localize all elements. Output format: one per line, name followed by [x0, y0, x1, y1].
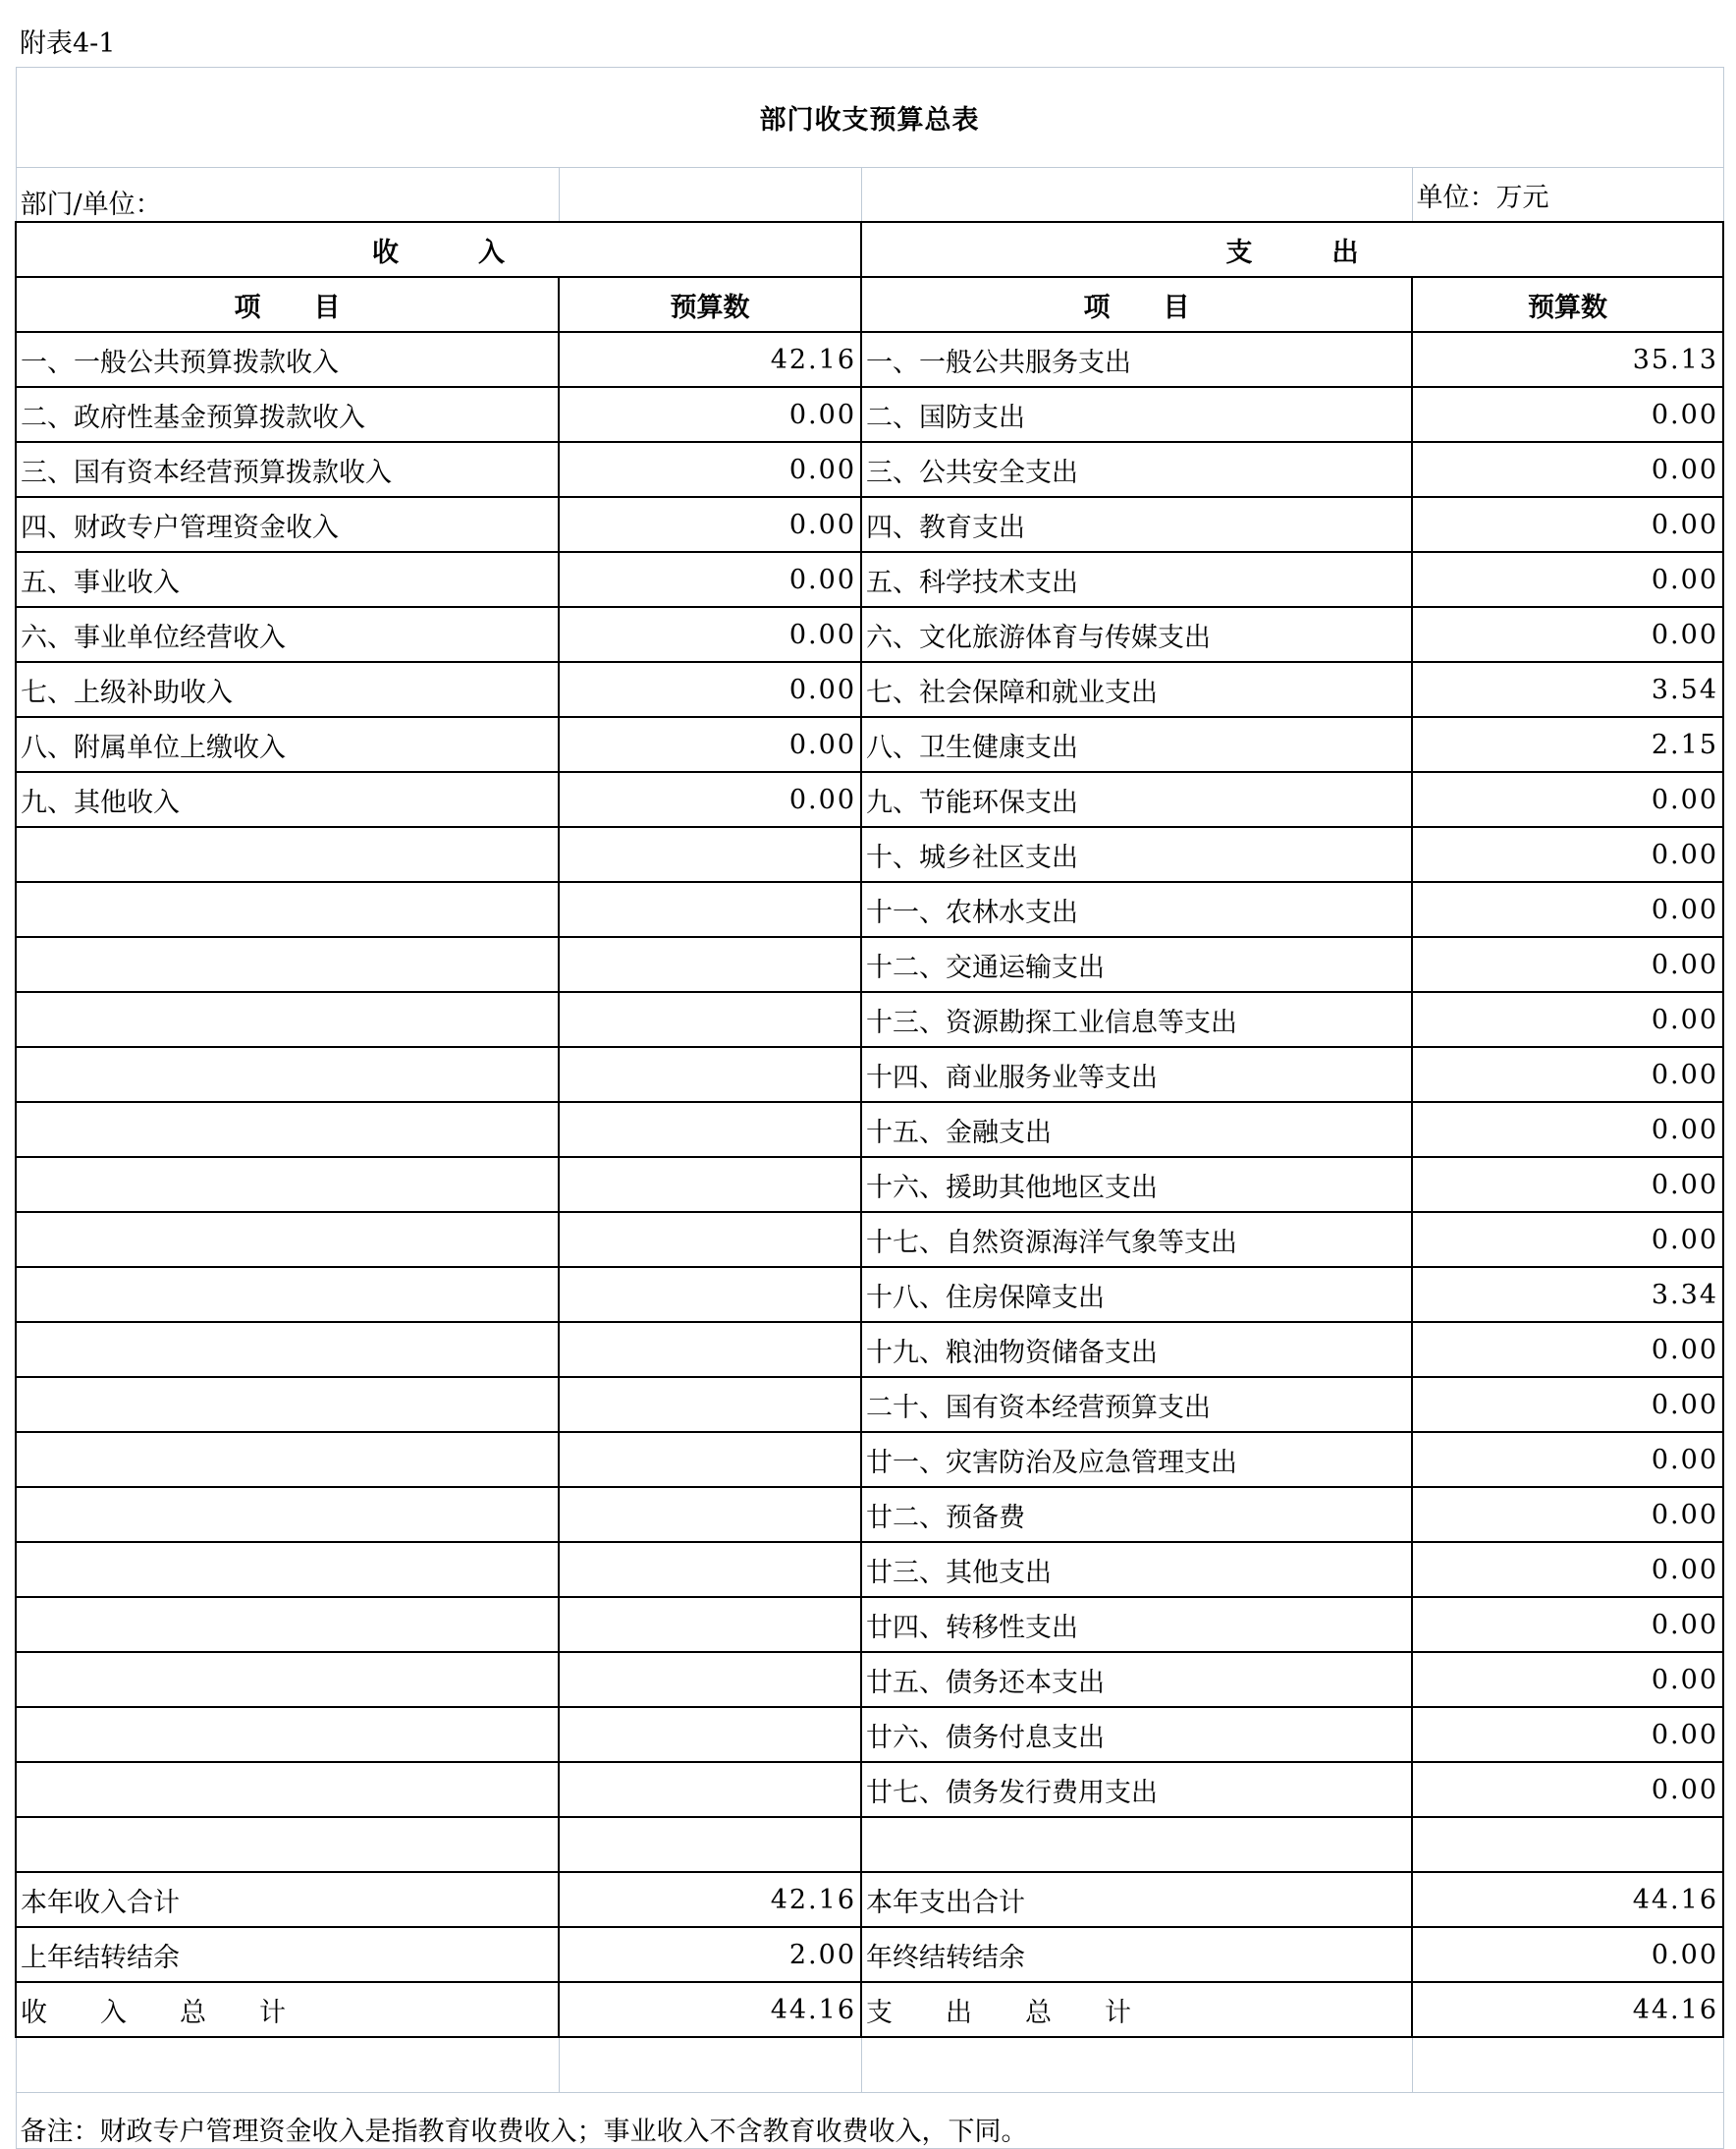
expense-item-cell: 三、公共安全支出 [861, 442, 1412, 497]
income-item-cell: 七、上级补助收入 [16, 662, 559, 717]
table-row [16, 1652, 1723, 1707]
table-row [16, 1982, 1723, 2037]
income-budget-cell [559, 1652, 861, 1707]
table-row [16, 772, 1723, 827]
expense-item-cell: 廿一、灾害防治及应急管理支出 [861, 1432, 1412, 1487]
table-row [16, 1212, 1723, 1267]
department-label: 部门/单位： [16, 167, 559, 222]
income-budget-cell: 0.00 [559, 717, 861, 772]
table-row [16, 1542, 1723, 1597]
table-row [16, 1817, 1723, 1872]
expense-item-cell: 十一、农林水支出 [861, 882, 1412, 937]
expense-item-cell: 十三、资源勘探工业信息等支出 [861, 992, 1412, 1047]
income-budget-cell: 0.00 [559, 607, 861, 662]
table-row [16, 662, 1723, 717]
empty-cell [861, 2037, 1412, 2092]
expense-budget-cell: 0.00 [1412, 1597, 1723, 1652]
page-title: 部门收支预算总表 [16, 67, 1723, 167]
income-budget-cell: 42.16 [559, 332, 861, 387]
expense-item-cell: 十八、住房保障支出 [861, 1267, 1412, 1322]
expense-budget-cell: 0.00 [1412, 1487, 1723, 1542]
income-item-cell: 四、财政专户管理资金收入 [16, 497, 559, 552]
income-item-header: 项 目 [16, 277, 559, 332]
table-row [16, 1872, 1723, 1927]
expense-item-cell: 一、一般公共服务支出 [861, 332, 1412, 387]
income-budget-cell [559, 1047, 861, 1102]
expense-item-cell: 十九、粮油物资储备支出 [861, 1322, 1412, 1377]
income-item-cell [16, 1762, 559, 1817]
table-row [16, 497, 1723, 552]
income-item-cell [16, 1157, 559, 1212]
expense-item-cell: 五、科学技术支出 [861, 552, 1412, 607]
income-item-cell: 九、其他收入 [16, 772, 559, 827]
income-item-cell [16, 1322, 559, 1377]
expense-item-cell: 六、文化旅游体育与传媒支出 [861, 607, 1412, 662]
expense-budget-cell: 0.00 [1412, 607, 1723, 662]
expense-budget-header: 预算数 [1412, 277, 1723, 332]
table-row [16, 332, 1723, 387]
income-budget-cell: 0.00 [559, 772, 861, 827]
expense-budget-cell: 0.00 [1412, 882, 1723, 937]
income-budget-cell: 0.00 [559, 497, 861, 552]
income-budget-cell [559, 937, 861, 992]
income-budget-cell [559, 1322, 861, 1377]
expense-budget-cell: 0.00 [1412, 1652, 1723, 1707]
income-budget-cell [559, 1102, 861, 1157]
income-item-cell [16, 882, 559, 937]
income-budget-cell [559, 1707, 861, 1762]
income-item-cell [16, 827, 559, 882]
income-budget-cell [559, 827, 861, 882]
expense-item-cell: 十七、自然资源海洋气象等支出 [861, 1212, 1412, 1267]
income-budget-cell [559, 1487, 861, 1542]
expense-budget-cell: 0.00 [1412, 992, 1723, 1047]
expense-budget-cell: 0.00 [1412, 1762, 1723, 1817]
income-item-cell: 一、一般公共预算拨款收入 [16, 332, 559, 387]
income-budget-header: 预算数 [559, 277, 861, 332]
expense-budget-cell: 2.15 [1412, 717, 1723, 772]
expense-budget-cell: 0.00 [1412, 552, 1723, 607]
empty-cell [861, 167, 1412, 222]
income-budget-cell [559, 1597, 861, 1652]
table-row [16, 717, 1723, 772]
budget-summary-table [15, 15, 1724, 2149]
income-item-cell: 本年收入合计 [16, 1872, 559, 1927]
table-row [16, 1927, 1723, 1982]
empty-cell [559, 167, 861, 222]
table-row [16, 1597, 1723, 1652]
income-item-cell [16, 1267, 559, 1322]
expense-budget-cell: 0.00 [1412, 442, 1723, 497]
income-item-cell [16, 1377, 559, 1432]
income-budget-cell [559, 1432, 861, 1487]
income-item-cell [16, 1542, 559, 1597]
expense-budget-cell: 0.00 [1412, 772, 1723, 827]
income-budget-cell [559, 992, 861, 1047]
income-item-cell [16, 1707, 559, 1762]
expense-item-cell: 廿四、转移性支出 [861, 1597, 1412, 1652]
income-item-cell [16, 1102, 559, 1157]
income-budget-cell [559, 1267, 861, 1322]
expense-budget-cell: 0.00 [1412, 387, 1723, 442]
income-item-cell: 三、国有资本经营预算拨款收入 [16, 442, 559, 497]
expense-budget-cell: 0.00 [1412, 497, 1723, 552]
expense-budget-cell: 0.00 [1412, 1322, 1723, 1377]
expense-budget-cell: 0.00 [1412, 1377, 1723, 1432]
expense-budget-cell: 0.00 [1412, 1707, 1723, 1762]
income-item-cell [16, 1432, 559, 1487]
table-caption: 附表4-1 [20, 28, 116, 59]
expense-item-cell: 廿五、债务还本支出 [861, 1652, 1412, 1707]
expense-budget-cell: 0.00 [1412, 827, 1723, 882]
income-budget-cell: 42.16 [559, 1872, 861, 1927]
table-row [16, 607, 1723, 662]
table-row [16, 937, 1723, 992]
expense-budget-cell: 35.13 [1412, 332, 1723, 387]
income-budget-cell [559, 1212, 861, 1267]
income-item-cell: 八、附属单位上缴收入 [16, 717, 559, 772]
table-row [16, 1047, 1723, 1102]
expense-item-cell: 廿七、债务发行费用支出 [861, 1762, 1412, 1817]
expense-budget-cell: 0.00 [1412, 1157, 1723, 1212]
expense-budget-cell [1412, 1817, 1723, 1872]
expense-item-cell: 二、国防支出 [861, 387, 1412, 442]
income-item-cell [16, 1652, 559, 1707]
table-row [16, 442, 1723, 497]
table-row [16, 387, 1723, 442]
table-row [16, 1157, 1723, 1212]
expense-item-cell: 九、节能环保支出 [861, 772, 1412, 827]
expense-budget-cell: 0.00 [1412, 1102, 1723, 1157]
income-budget-cell: 44.16 [559, 1982, 861, 2037]
table-row [16, 1322, 1723, 1377]
expense-item-cell: 年终结转结余 [861, 1927, 1412, 1982]
table-row [16, 1102, 1723, 1157]
expense-budget-cell: 0.00 [1412, 1927, 1723, 1982]
empty-cell [559, 2037, 861, 2092]
expense-budget-cell: 3.34 [1412, 1267, 1723, 1322]
expense-budget-cell: 3.54 [1412, 662, 1723, 717]
expense-item-cell: 十四、商业服务业等支出 [861, 1047, 1412, 1102]
income-budget-cell: 0.00 [559, 662, 861, 717]
income-item-cell [16, 1597, 559, 1652]
income-item-cell [16, 1817, 559, 1872]
expense-item-cell: 十五、金融支出 [861, 1102, 1412, 1157]
expense-item-cell: 廿三、其他支出 [861, 1542, 1412, 1597]
income-item-cell: 收 入 总 计 [16, 1982, 559, 2037]
income-budget-cell [559, 1762, 861, 1817]
expense-item-cell: 四、教育支出 [861, 497, 1412, 552]
expense-item-cell: 八、卫生健康支出 [861, 717, 1412, 772]
income-budget-cell [559, 1542, 861, 1597]
expense-budget-cell: 44.16 [1412, 1982, 1723, 2037]
income-item-cell: 五、事业收入 [16, 552, 559, 607]
expense-budget-cell: 0.00 [1412, 1212, 1723, 1267]
table-row [16, 1707, 1723, 1762]
expense-budget-cell: 0.00 [1412, 1432, 1723, 1487]
income-budget-cell: 0.00 [559, 442, 861, 497]
income-budget-cell [559, 882, 861, 937]
unit-label: 单位：万元 [1412, 167, 1723, 222]
expense-budget-cell: 0.00 [1412, 1047, 1723, 1102]
expense-item-cell: 十二、交通运输支出 [861, 937, 1412, 992]
expense-item-cell: 七、社会保障和就业支出 [861, 662, 1412, 717]
expense-item-cell [861, 1817, 1412, 1872]
table-row [16, 552, 1723, 607]
table-row [16, 1267, 1723, 1322]
expense-item-header: 项 目 [861, 277, 1412, 332]
empty-cell [559, 15, 861, 67]
table-row [16, 1762, 1723, 1817]
income-item-cell: 上年结转结余 [16, 1927, 559, 1982]
expense-budget-cell: 0.00 [1412, 937, 1723, 992]
table-row [16, 1432, 1723, 1487]
income-item-cell [16, 1487, 559, 1542]
income-budget-cell [559, 1377, 861, 1432]
expense-section-header: 支 出 [861, 222, 1723, 277]
expense-item-cell: 廿六、债务付息支出 [861, 1707, 1412, 1762]
empty-cell [861, 15, 1412, 67]
table-row [16, 882, 1723, 937]
expense-budget-cell: 0.00 [1412, 1542, 1723, 1597]
income-item-cell: 六、事业单位经营收入 [16, 607, 559, 662]
expense-item-cell: 二十、国有资本经营预算支出 [861, 1377, 1412, 1432]
income-budget-cell: 2.00 [559, 1927, 861, 1982]
income-item-cell [16, 937, 559, 992]
income-budget-cell: 0.00 [559, 552, 861, 607]
empty-cell [16, 2037, 559, 2092]
income-item-cell [16, 992, 559, 1047]
empty-cell [1412, 2037, 1723, 2092]
income-budget-cell [559, 1817, 861, 1872]
income-budget-cell: 0.00 [559, 387, 861, 442]
income-section-header: 收 入 [16, 222, 861, 277]
income-budget-cell [559, 1157, 861, 1212]
expense-item-cell: 本年支出合计 [861, 1872, 1412, 1927]
table-row [16, 992, 1723, 1047]
table-row [16, 827, 1723, 882]
footnote: 备注：财政专户管理资金收入是指教育收费收入；事业收入不含教育收费收入，下同。 [16, 2092, 1723, 2148]
expense-budget-cell: 44.16 [1412, 1872, 1723, 1927]
income-item-cell [16, 1212, 559, 1267]
expense-item-cell: 十、城乡社区支出 [861, 827, 1412, 882]
table-row [16, 1487, 1723, 1542]
expense-item-cell: 廿二、预备费 [861, 1487, 1412, 1542]
expense-item-cell: 支 出 总 计 [861, 1982, 1412, 2037]
table-row [16, 1377, 1723, 1432]
income-item-cell [16, 1047, 559, 1102]
income-item-cell: 二、政府性基金预算拨款收入 [16, 387, 559, 442]
expense-item-cell: 十六、援助其他地区支出 [861, 1157, 1412, 1212]
empty-cell [1412, 15, 1723, 67]
